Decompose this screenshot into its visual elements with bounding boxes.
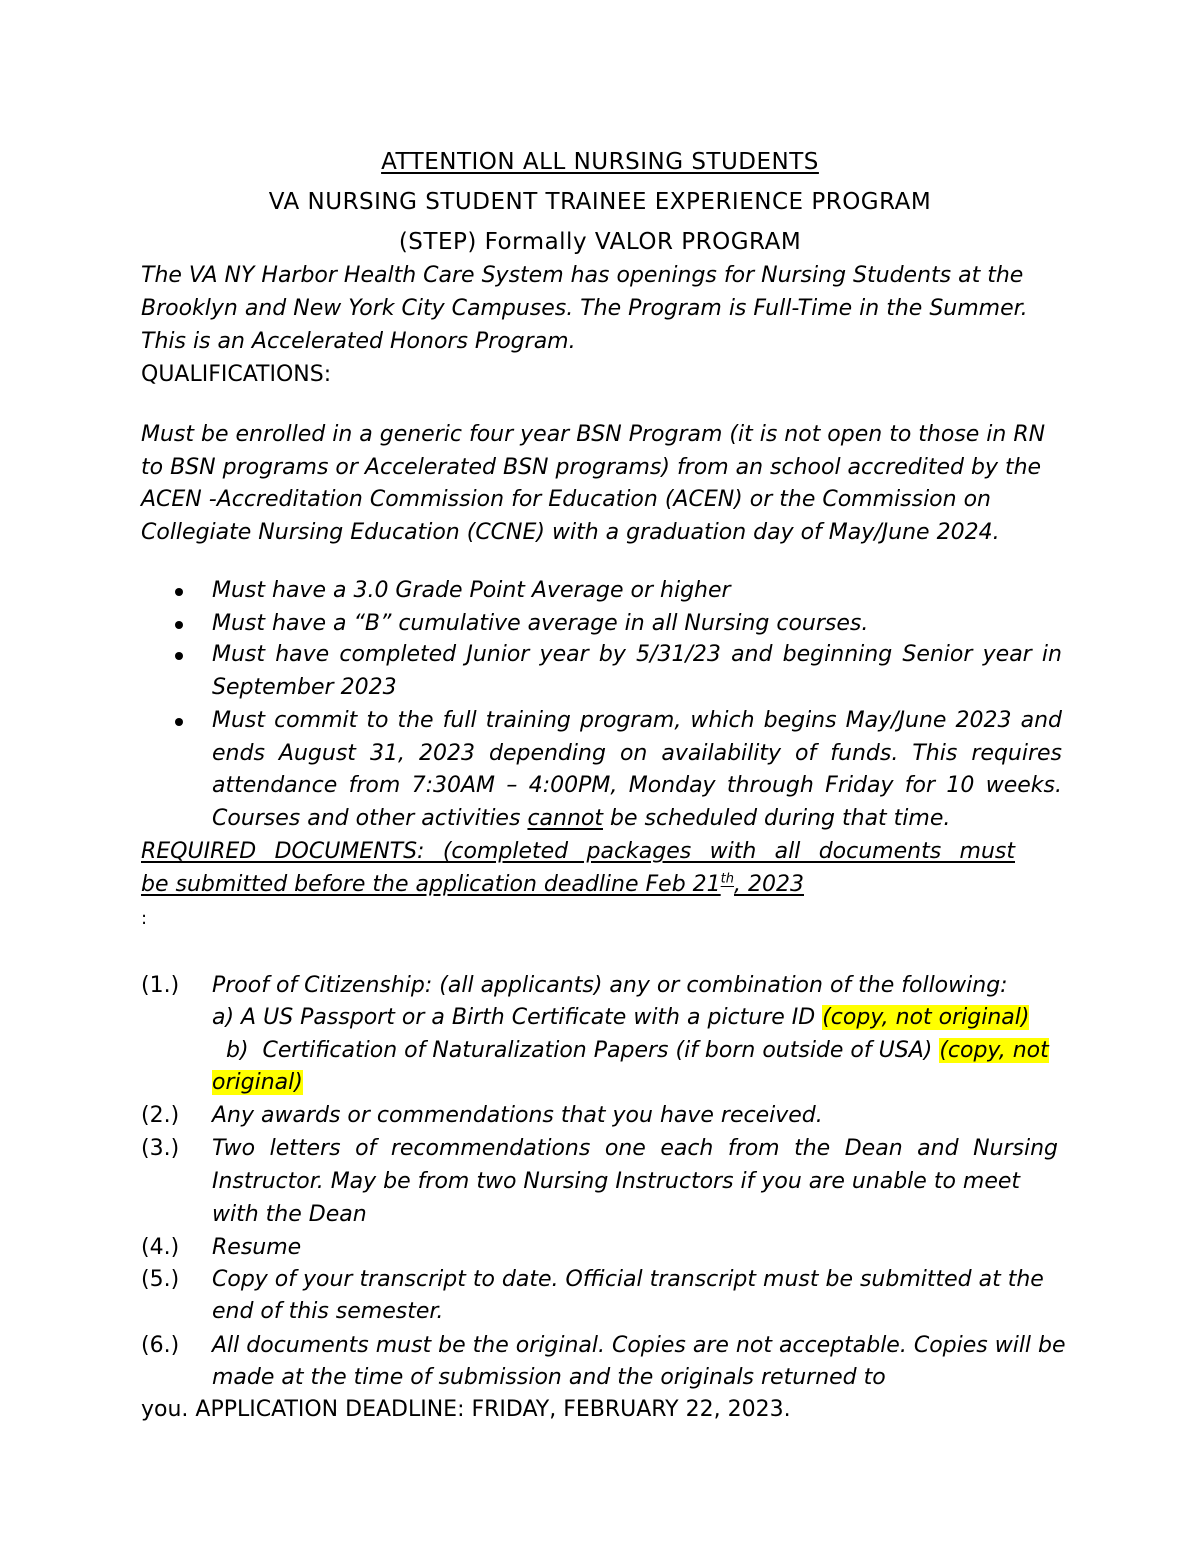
qualifications-line-4: Collegiate Nursing Education (CCNE) with a graduation day of May/June 2024.: [141, 520, 1000, 545]
program-title: VA NURSING STUDENT TRAINEE EXPERIENCE PROGRAM: [268, 189, 932, 215]
text-span: , 2023: [734, 872, 804, 897]
intro-line-1: The VA NY Harbor Health Care System has openings for Nursing Students at the: [141, 263, 1024, 288]
highlighted-text: original): [212, 1070, 303, 1095]
bullet-dot: [175, 621, 183, 629]
stray-colon: :: [141, 908, 148, 929]
bullet-commit-1: Must commit to the full training program, which begins May/June 2023 and: [212, 708, 1062, 733]
text-span: b) Certification of Naturalization Papers (if born outside of USA): [212, 1038, 940, 1063]
item-awards: Any awards or commendations that you have received.: [212, 1103, 823, 1128]
highlighted-text: (copy, not: [939, 1038, 1049, 1063]
program-subtitle: (STEP) Formally VALOR PROGRAM: [398, 229, 802, 255]
item-letters-1: Two letters of recommendations one each from the Dean and Nursing: [212, 1136, 1058, 1161]
text-span: be scheduled during that time.: [603, 806, 951, 831]
bullet-dot: [175, 588, 183, 596]
intro-line-3: This is an Accelerated Honors Program.: [141, 329, 576, 354]
item-number: (2.): [141, 1103, 180, 1128]
bullet-average: Must have a “B” cumulative average in all Nursing courses.: [212, 611, 869, 636]
bullet-junior-year-cont: September 2023: [212, 675, 397, 700]
bullet-dot: [175, 652, 183, 660]
item-resume: Resume: [212, 1235, 302, 1260]
intro-line-2: Brooklyn and New York City Campuses. The Program is Full-Time in the Summer.: [141, 296, 1028, 321]
item-number: (3.): [141, 1136, 180, 1161]
highlighted-text: (copy, not original): [822, 1005, 1030, 1030]
text-span: Courses and other activities: [212, 806, 528, 831]
item-originals-2: made at the time of submission and the originals returned to: [212, 1365, 886, 1390]
item-transcript-2: end of this semester.: [212, 1299, 444, 1324]
qualifications-line-1: Must be enrolled in a generic four year BSN Program (it is not open to those in RN: [141, 422, 1046, 447]
bullet-commit-2: ends August 31, 2023 depending on availability of funds. This requires: [212, 741, 1062, 766]
bullet-junior-year: Must have completed Junior year by 5/31/23 and beginning Senior year in: [212, 642, 1062, 667]
text-span: a) A US Passport or a Birth Certificate with a picture ID: [212, 1005, 823, 1030]
item-citizenship: Proof of Citizenship: (all applicants) any or combination of the following:: [212, 973, 1008, 998]
text-span: be: [141, 872, 169, 897]
item-citizenship-b-cont: [212, 1069, 303, 1097]
page-title: ATTENTION ALL NURSING STUDENTS: [381, 149, 819, 175]
item-number: (6.): [141, 1333, 180, 1358]
bullet-commit-3: attendance from 7:30AM – 4:00PM, Monday through Friday for 10 weeks.: [212, 773, 1062, 798]
item-letters-2: Instructor. May be from two Nursing Instructors if you are unable to meet: [212, 1169, 1021, 1194]
superscript: th: [720, 871, 735, 887]
application-deadline: you. APPLICATION DEADLINE: FRIDAY, FEBRUARY 22, 2023.: [141, 1397, 791, 1422]
item-originals-1: All documents must be the original. Copies are not acceptable. Copies will be: [212, 1333, 1066, 1358]
item-citizenship-a: [212, 1004, 1029, 1032]
bullet-commit-4: [212, 805, 950, 833]
underlined-word: cannot: [527, 806, 603, 831]
bullet-gpa: Must have a 3.0 Grade Point Average or higher: [212, 578, 731, 603]
item-number: (4.): [141, 1235, 180, 1260]
item-citizenship-b: [212, 1037, 1049, 1065]
item-transcript-1: Copy of your transcript to date. Official transcript must be submitted at the: [212, 1267, 1044, 1292]
item-number: (5.): [141, 1267, 180, 1292]
text-span: submitted before the application deadline Feb 21: [168, 872, 721, 897]
qualifications-heading: QUALIFICATIONS:: [141, 362, 332, 387]
bullet-dot: [175, 718, 183, 726]
item-number: (1.): [141, 973, 180, 998]
required-documents-deadline: [141, 871, 804, 899]
qualifications-line-2: to BSN programs or Accelerated BSN programs) from an school accredited by the: [141, 455, 1042, 480]
item-letters-3: with the Dean: [212, 1202, 367, 1227]
qualifications-line-3: ACEN -Accreditation Commission for Education (ACEN) or the Commission on: [141, 487, 991, 512]
required-documents-heading: REQUIRED DOCUMENTS: (completed packages with all documents must: [141, 839, 1015, 864]
